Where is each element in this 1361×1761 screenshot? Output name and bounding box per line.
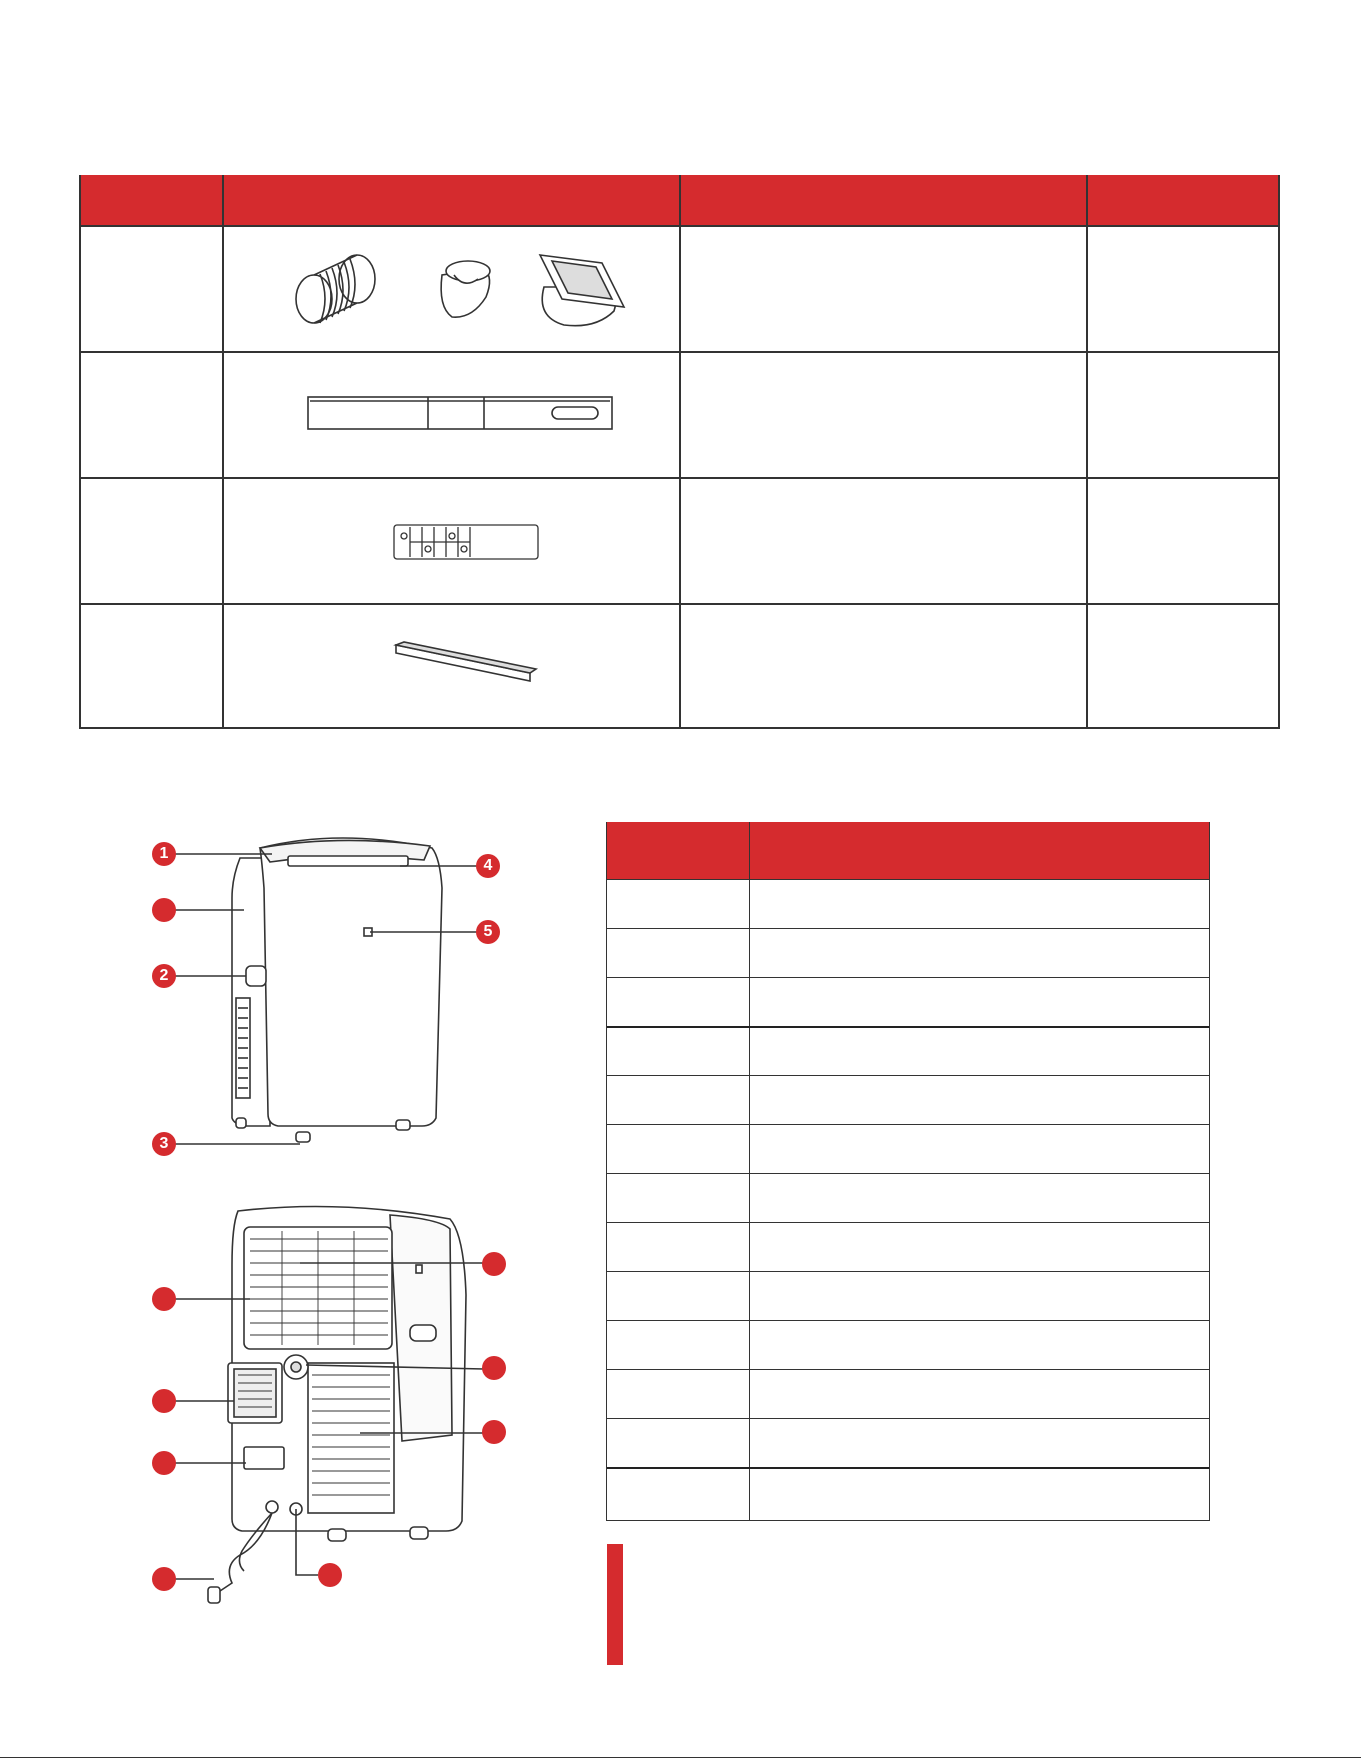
part-number [607,1385,617,1401]
parts-table [606,822,1210,1521]
part-name [750,1091,760,1107]
callout-3: 3 [152,1132,176,1156]
parts-row [607,1320,1209,1369]
part-number [607,1091,617,1107]
foam-seal-strip-icon [224,605,681,729]
callout-blank [152,898,176,922]
part-name [750,1287,760,1303]
callout-back-left-2 [152,1389,176,1413]
part-name [750,993,760,1009]
parts-row [607,1271,1209,1320]
part-name [750,895,760,911]
header-cell-2 [224,175,681,225]
callout-1: 1 [152,842,176,866]
callout-back-bottom [318,1563,342,1587]
accessory-row [81,603,1278,729]
parts-row [607,928,1209,977]
accessory-image [224,353,681,477]
header-cell-3 [681,175,1088,225]
accessory-name [81,227,224,351]
parts-row [607,879,1209,928]
note-accent-bar [607,1544,623,1665]
part-name [750,1385,760,1401]
callout-back-right-1 [482,1252,506,1276]
callout-5: 5 [476,920,500,944]
accessory-row [81,477,1278,603]
part-number [607,895,617,911]
back-unit-diagram [140,1205,540,1605]
accessory-image [224,227,681,351]
callout-back-right-2 [482,1356,506,1380]
parts-row [607,977,1209,1026]
part-number [607,1434,617,1450]
part-number [607,1287,617,1303]
part-number [607,1238,617,1254]
part-name [750,1336,760,1352]
accessory-description [681,227,1088,351]
accessory-name [81,605,224,729]
accessories-table [79,175,1280,729]
accessory-qty [1088,353,1278,477]
accessory-name [81,353,224,477]
callout-2: 2 [152,964,176,988]
remote-control-icon [224,479,681,603]
callout-back-left-1 [152,1287,176,1311]
part-number [607,1140,617,1156]
accessory-qty [1088,227,1278,351]
parts-header-num [607,822,750,879]
accessory-qty [1088,479,1278,603]
accessory-qty [1088,605,1278,729]
parts-row [607,1173,1209,1222]
part-number [607,1336,617,1352]
callout-4: 4 [476,854,500,878]
accessory-image [224,479,681,603]
accessory-description [681,353,1088,477]
parts-row [607,1026,1209,1075]
accessory-description [681,605,1088,729]
callout-back-right-3 [482,1420,506,1444]
parts-row [607,1418,1209,1467]
accessory-image [224,605,681,729]
part-number [607,944,617,960]
part-number [607,1189,617,1205]
header-cell-1 [81,175,224,225]
exhaust-hose-icon [224,227,681,351]
parts-row [607,1124,1209,1173]
parts-row [607,1075,1209,1124]
parts-header-row [607,822,1209,879]
callout-back-left-4 [152,1567,176,1591]
callout-back-left-3 [152,1451,176,1475]
parts-row [607,1369,1209,1418]
accessory-row [81,351,1278,477]
accessories-header-row [81,175,1278,225]
part-number [607,1484,617,1500]
accessory-row [81,225,1278,351]
parts-row [607,1222,1209,1271]
part-name [750,944,760,960]
part-number [607,1043,617,1059]
accessory-description [681,479,1088,603]
accessory-name [81,479,224,603]
part-name [750,1238,760,1254]
part-name [750,1189,760,1205]
parts-row [607,1467,1209,1520]
part-name [750,1434,760,1450]
part-name [750,1484,760,1500]
part-name [750,1043,760,1059]
header-cell-4 [1088,175,1278,225]
window-slider-kit-icon [224,353,681,477]
part-number [607,993,617,1009]
footer-rule [0,1757,1361,1758]
part-name [750,1140,760,1156]
